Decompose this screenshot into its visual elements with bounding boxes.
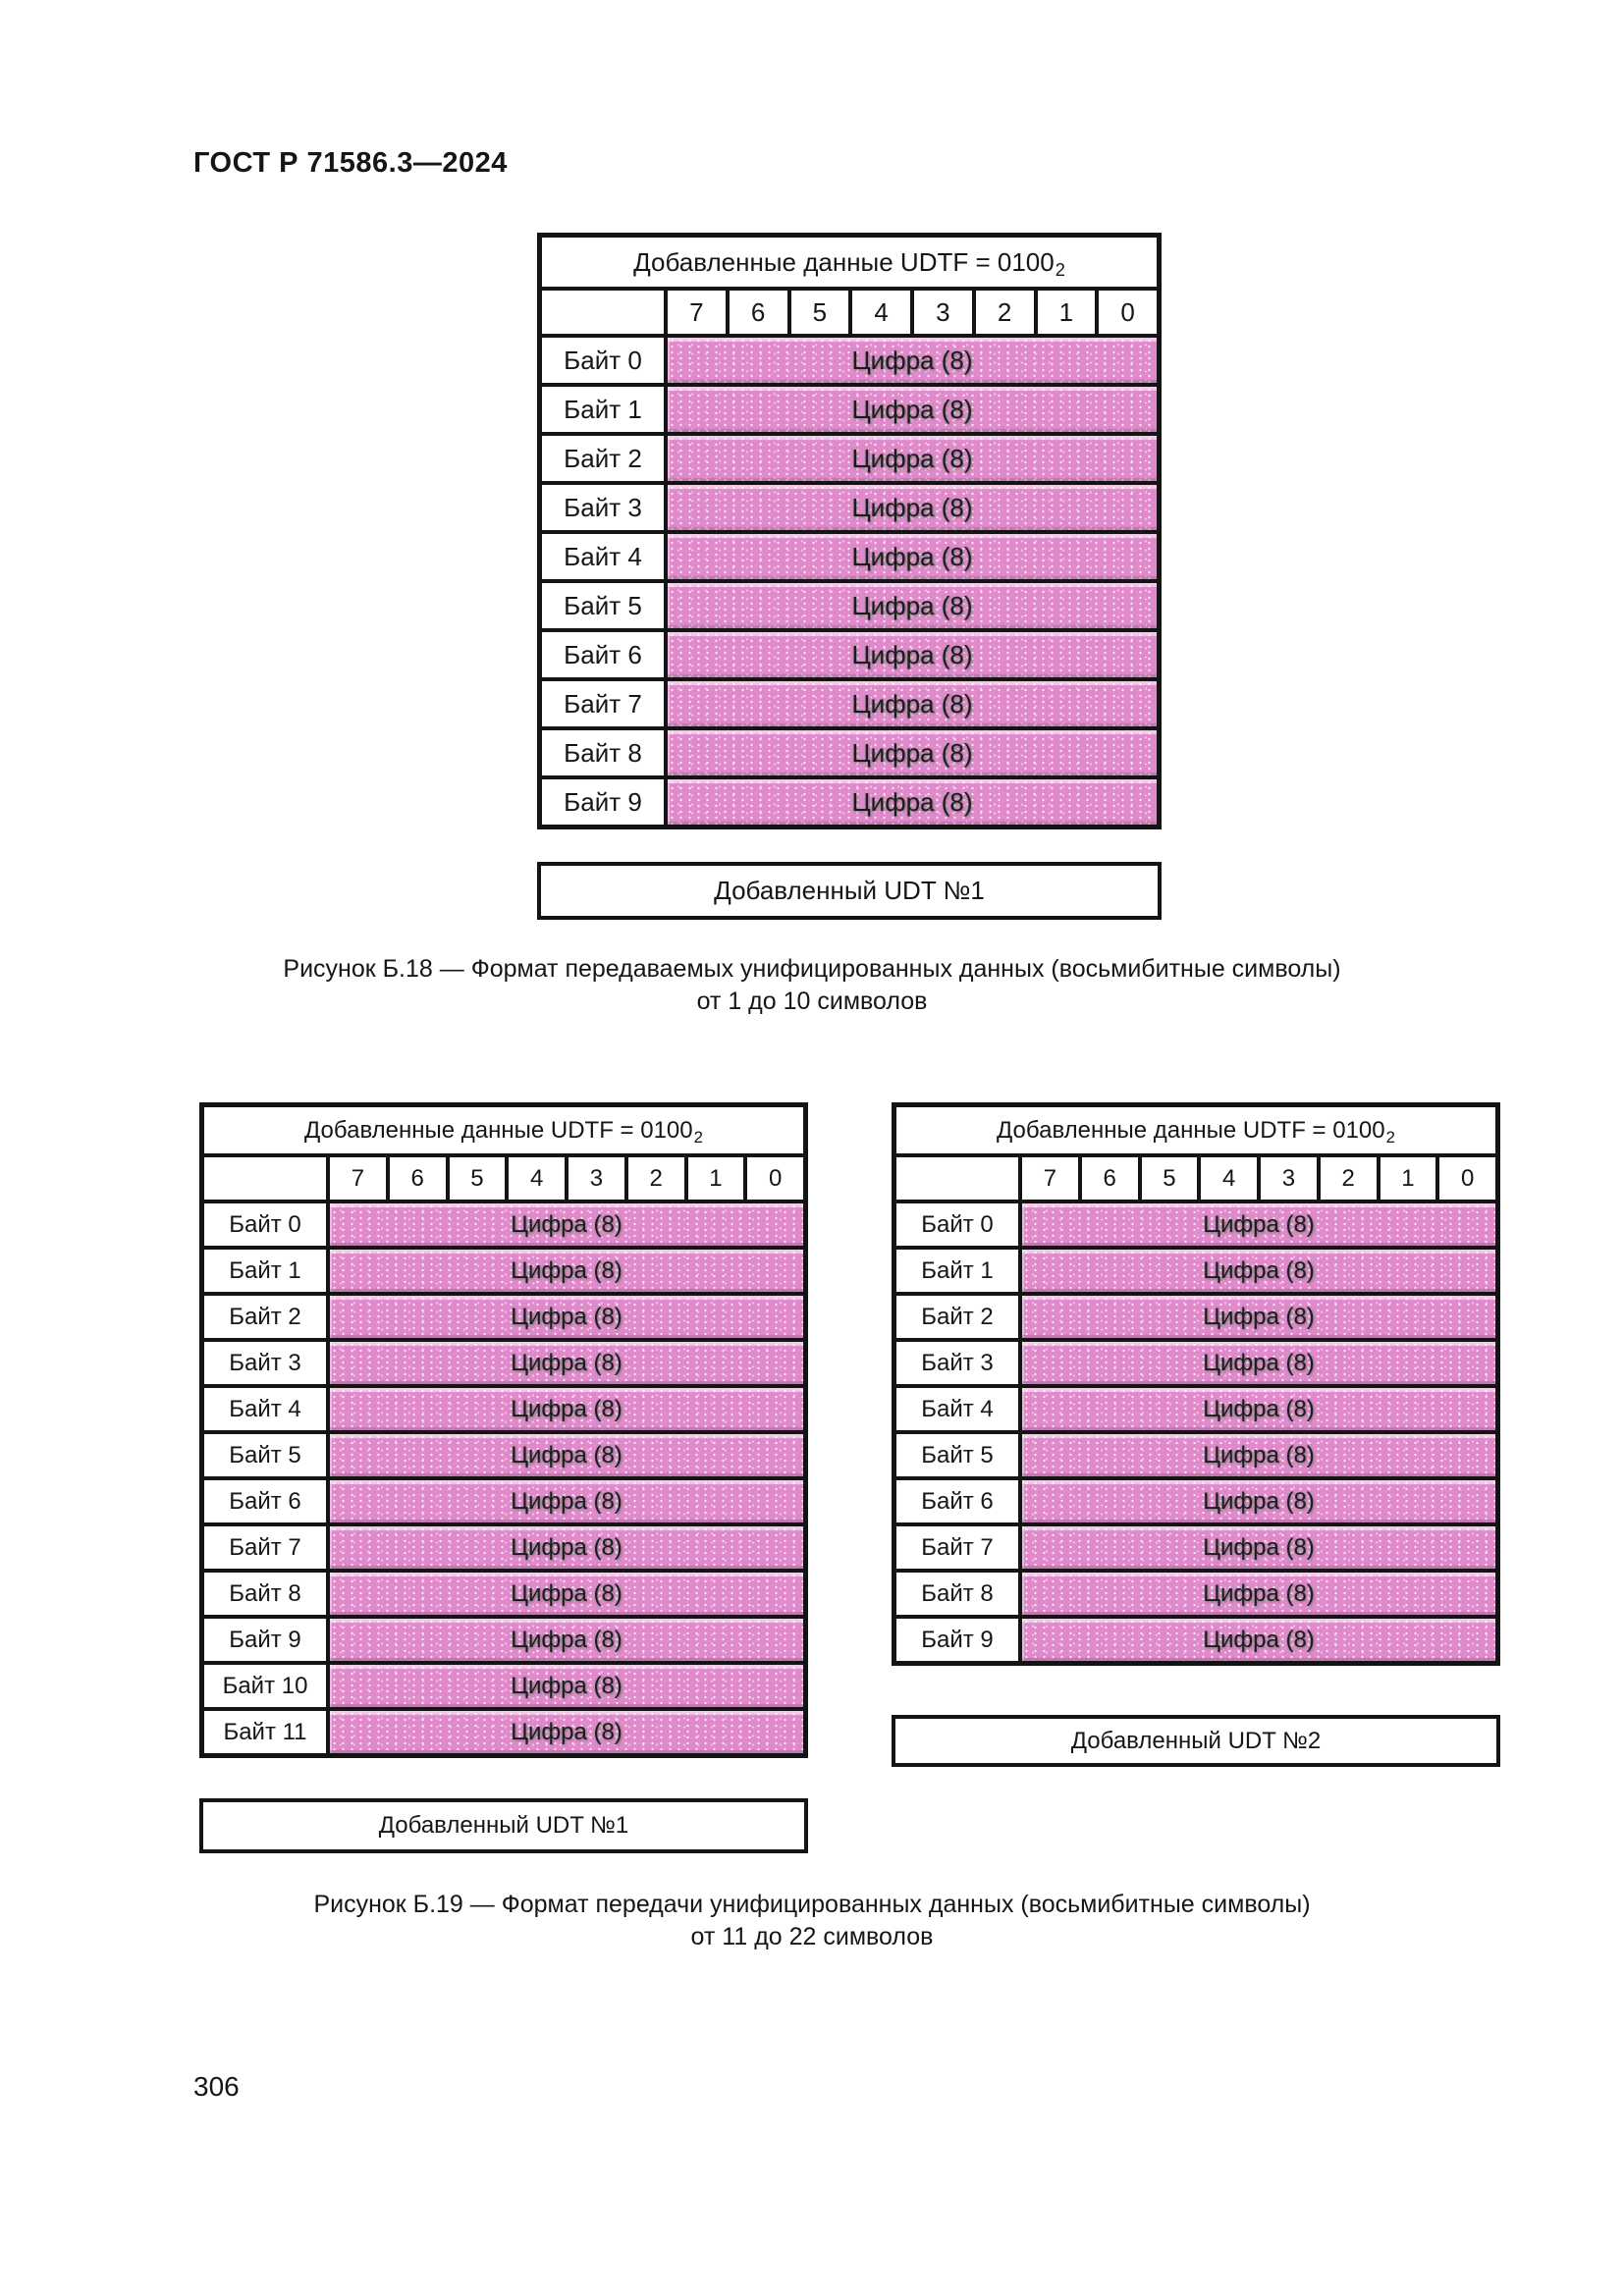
bit-header-spacer: [896, 1157, 1018, 1200]
udt-box-label: Добавленный UDT №2: [1070, 1727, 1322, 1754]
byte-label: Байт 9: [542, 779, 664, 825]
digit-cell: [668, 485, 1157, 530]
digit-cell-label: Цифра (8): [1203, 1441, 1315, 1468]
digit-cell: [1022, 1573, 1495, 1615]
digit-cell: [330, 1434, 803, 1476]
digit-cell-label: Цифра (8): [851, 688, 973, 719]
byte-label: Байт 3: [542, 485, 664, 530]
digit-cell-label: Цифра (8): [851, 737, 973, 768]
digit-cell-label: Цифра (8): [511, 1349, 623, 1376]
digit-cell-label: Цифра (8): [1203, 1395, 1315, 1422]
bit-header-spacer: [204, 1157, 326, 1200]
digit-cell-label: Цифра (8): [1203, 1210, 1315, 1238]
digit-cell: [1022, 1342, 1495, 1384]
byte-label: Байт 6: [204, 1480, 326, 1522]
digit-cell-label: Цифра (8): [511, 1579, 623, 1607]
caption-line-2: от 1 до 10 символов: [696, 988, 928, 1015]
digit-cell: [668, 583, 1157, 628]
digit-cell: [1022, 1296, 1495, 1338]
digit-cell-label: Цифра (8): [511, 1210, 623, 1238]
byte-label: Байт 9: [896, 1619, 1018, 1661]
byte-label: Байт 4: [542, 534, 664, 579]
digit-cell-label: Цифра (8): [851, 492, 973, 522]
bit-header-cell: 0: [1099, 291, 1157, 334]
digit-cell-label: Цифра (8): [511, 1256, 623, 1284]
digit-cell-label: Цифра (8): [851, 590, 973, 620]
byte-label: Байт 6: [896, 1480, 1018, 1522]
caption-line-1: Рисунок Б.19 — Формат передачи унифицированных данных (восьмибитные символы): [313, 1891, 1311, 1918]
caption-line-1: Рисунок Б.18 — Формат передаваемых унифицированных данных (восьмибитные символы): [283, 955, 1341, 983]
udt-box-label: Добавленный UDT №1: [714, 876, 985, 905]
table-title-text: Добавленные данные UDTF = 0100: [997, 1116, 1385, 1144]
table-title: Добавленные данные UDTF = 0100 $_2$: [204, 1107, 803, 1153]
digit-cell-label: Цифра (8): [1203, 1303, 1315, 1330]
digit-cell: [330, 1388, 803, 1430]
bit-header-cell: 3: [1261, 1157, 1317, 1200]
bit-header-cell: 0: [1439, 1157, 1495, 1200]
digit-cell: [668, 387, 1157, 432]
digit-cell-label: Цифра (8): [511, 1718, 623, 1745]
digit-cell: [330, 1480, 803, 1522]
table-title: Добавленные данные UDTF = 0100 $_2$: [896, 1107, 1495, 1153]
digit-cell-label: Цифра (8): [1203, 1579, 1315, 1607]
digit-cell: [668, 338, 1157, 383]
bit-header-cell: 6: [390, 1157, 446, 1200]
bit-header-cell: 7: [330, 1157, 386, 1200]
document-header: ГОСТ Р 71586.3—2024: [193, 147, 508, 179]
digit-cell: [668, 632, 1157, 677]
digit-cell-label: Цифра (8): [1203, 1256, 1315, 1284]
byte-label: Байт 1: [896, 1250, 1018, 1292]
byte-label: Байт 5: [896, 1434, 1018, 1476]
digit-cell-label: Цифра (8): [511, 1395, 623, 1422]
page-number: 306: [193, 2071, 240, 2102]
byte-label: Байт 8: [896, 1573, 1018, 1615]
bit-header-cell: 7: [668, 291, 726, 334]
digit-cell-label: Цифра (8): [1203, 1487, 1315, 1515]
bit-header-cell: 5: [1142, 1157, 1198, 1200]
bit-header-cell: 1: [1038, 291, 1096, 334]
udt-box-b18: [537, 862, 1162, 920]
digit-cell-label: Цифра (8): [851, 345, 973, 375]
byte-label: Байт 2: [896, 1296, 1018, 1338]
byte-label: Байт 7: [896, 1526, 1018, 1569]
bit-header-cell: 3: [914, 291, 972, 334]
byte-label: Байт 3: [896, 1342, 1018, 1384]
digit-cell: [330, 1203, 803, 1246]
bit-header-cell: 4: [1201, 1157, 1257, 1200]
digit-cell-label: Цифра (8): [511, 1533, 623, 1561]
digit-cell: [668, 681, 1157, 726]
digit-cell: [330, 1526, 803, 1569]
bit-header-cell: 3: [568, 1157, 624, 1200]
bit-header-cell: 7: [1022, 1157, 1078, 1200]
digit-cell: [1022, 1434, 1495, 1476]
byte-label: Байт 2: [204, 1296, 326, 1338]
digit-cell-label: Цифра (8): [511, 1441, 623, 1468]
digit-cell-label: Цифра (8): [851, 541, 973, 571]
table-title-text: Добавленные данные UDTF = 0100: [633, 246, 1055, 277]
bit-header-cell: 5: [450, 1157, 506, 1200]
bit-header-cell: 6: [1082, 1157, 1138, 1200]
digit-cell-label: Цифра (8): [511, 1626, 623, 1653]
digit-cell: [668, 730, 1157, 775]
bit-header-cell: 4: [852, 291, 910, 334]
digit-cell: [330, 1342, 803, 1384]
byte-label: Байт 7: [542, 681, 664, 726]
figure-b18-caption: [0, 953, 1624, 1018]
byte-label: Байт 6: [542, 632, 664, 677]
bit-header-cell: 2: [976, 291, 1034, 334]
byte-label: Байт 1: [542, 387, 664, 432]
byte-label: Байт 0: [896, 1203, 1018, 1246]
bit-header-cell: 1: [688, 1157, 744, 1200]
byte-label: Байт 4: [204, 1388, 326, 1430]
digit-cell: [330, 1250, 803, 1292]
byte-label: Байт 4: [896, 1388, 1018, 1430]
byte-label: Байт 8: [542, 730, 664, 775]
digit-cell-label: Цифра (8): [851, 639, 973, 669]
digit-cell: [1022, 1480, 1495, 1522]
udt-box-b19-right: [892, 1715, 1500, 1767]
table-title-text: Добавленные данные UDTF = 0100: [304, 1116, 693, 1144]
byte-label: Байт 7: [204, 1526, 326, 1569]
udt-box-b19-left: [199, 1798, 808, 1853]
digit-cell: [1022, 1619, 1495, 1661]
digit-cell: [330, 1711, 803, 1753]
bit-header-cell: 4: [509, 1157, 565, 1200]
digit-cell: [1022, 1250, 1495, 1292]
figure-b19-caption: [0, 1889, 1624, 1953]
byte-label: Байт 3: [204, 1342, 326, 1384]
byte-label: Байт 5: [204, 1434, 326, 1476]
figure-b19-left-table: [199, 1102, 808, 1758]
digit-cell-label: Цифра (8): [511, 1487, 623, 1515]
byte-label: Байт 1: [204, 1250, 326, 1292]
digit-cell-label: Цифра (8): [1203, 1349, 1315, 1376]
figure-b18-table: [537, 233, 1162, 829]
bit-header-cell: 5: [791, 291, 849, 334]
caption-line-2: от 11 до 22 символов: [690, 1923, 934, 1950]
digit-cell-label: Цифра (8): [1203, 1533, 1315, 1561]
digit-cell-label: Цифра (8): [851, 443, 973, 473]
digit-cell-label: Цифра (8): [851, 394, 973, 424]
byte-label: Байт 2: [542, 436, 664, 481]
bit-header-cell: 6: [730, 291, 787, 334]
digit-cell: [330, 1665, 803, 1707]
digit-cell-label: Цифра (8): [851, 786, 973, 817]
byte-label: Байт 10: [204, 1665, 326, 1707]
digit-cell: [330, 1619, 803, 1661]
digit-cell: [1022, 1526, 1495, 1569]
digit-cell-label: Цифра (8): [511, 1303, 623, 1330]
figure-b19-right-table: [892, 1102, 1500, 1666]
digit-cell: [330, 1296, 803, 1338]
bit-header-cell: 0: [747, 1157, 803, 1200]
bit-header-cell: 2: [1321, 1157, 1377, 1200]
digit-cell: [668, 436, 1157, 481]
table-title: Добавленные данные UDTF = 0100 $_2$: [542, 238, 1157, 287]
digit-cell: [668, 779, 1157, 825]
digit-cell-label: Цифра (8): [511, 1672, 623, 1699]
digit-cell: [668, 534, 1157, 579]
udt-box-label: Добавленный UDT №1: [378, 1812, 629, 1839]
digit-cell-label: Цифра (8): [1203, 1626, 1315, 1653]
bit-header-cell: 2: [628, 1157, 684, 1200]
byte-label: Байт 5: [542, 583, 664, 628]
digit-cell: [1022, 1388, 1495, 1430]
digit-cell: [330, 1573, 803, 1615]
byte-label: Байт 0: [542, 338, 664, 383]
byte-label: Байт 8: [204, 1573, 326, 1615]
byte-label: Байт 9: [204, 1619, 326, 1661]
digit-cell: [1022, 1203, 1495, 1246]
byte-label: Байт 0: [204, 1203, 326, 1246]
bit-header-spacer: [542, 291, 664, 334]
byte-label: Байт 11: [204, 1711, 326, 1753]
bit-header-cell: 1: [1380, 1157, 1436, 1200]
